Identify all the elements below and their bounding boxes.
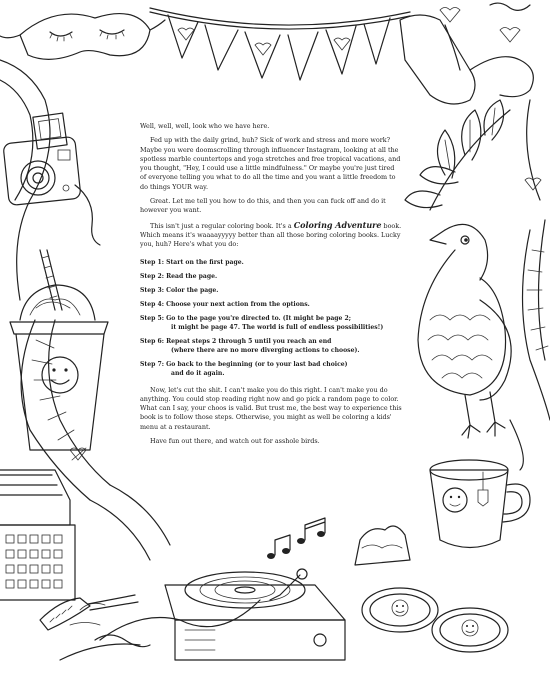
slippers-illustration bbox=[362, 588, 508, 652]
heart-icon bbox=[525, 178, 541, 190]
leaves-illustration bbox=[405, 100, 540, 210]
step-item: Step 5: Go to the page you're directed to. (It might be page 2; it might be page 47. The world is full of endless possibilities!) bbox=[140, 314, 384, 331]
step-item: Step 2: Read the page. bbox=[140, 272, 218, 280]
bird-illustration bbox=[418, 224, 511, 438]
brand-name: Coloring Adventure bbox=[293, 219, 382, 230]
step-item: Step 6: Repeat steps 2 through 5 until you reach an end (where there are no more diverging actions to choose). bbox=[140, 337, 360, 354]
hand-illustration bbox=[400, 3, 533, 104]
step-item: Step 3: Color the page. bbox=[140, 286, 219, 294]
instant-camera-illustration bbox=[3, 113, 100, 245]
paragraph-4: Now, let's cut the shit. I can't make you do this right. I can't make you do anything. You could stop reading right now and go pick a random page to color. What can I say, your choos is valid. But trust me, the best way to experience this book is to follow those steps. Otherwise, you might as well be coloring a kids' menu at a restaurant. bbox=[140, 385, 402, 431]
mug-illustration bbox=[430, 460, 530, 548]
record-player-illustration bbox=[165, 569, 345, 660]
intro-text bbox=[140, 122, 402, 451]
step-item: Step 1: Start on the first page. bbox=[140, 258, 244, 266]
step-item: Step 7: Go back to the beginning (or to your last bad choice) and do it again. bbox=[140, 360, 348, 377]
music-notes-illustration bbox=[267, 518, 325, 559]
paintbrush-illustration bbox=[40, 595, 150, 647]
ribbon-right bbox=[510, 220, 550, 470]
bunting-illustration bbox=[150, 8, 460, 81]
greeting: Well, well, well, look who we have here. bbox=[140, 122, 270, 130]
paragraph-5: Have fun out there, and watch out for asshole birds. bbox=[150, 437, 320, 446]
basket-illustration bbox=[0, 470, 75, 600]
sleep-mask-illustration bbox=[0, 14, 165, 60]
paragraph-2: Great. Let me tell you how to do this, and then you can fuck off and do it however you want. bbox=[140, 197, 386, 215]
paragraph-3: This isn't just a regular coloring book. It's a Coloring Adventure book. Which means it's waaaayyyyy better than all those boring coloring books. Lucky you, huh? Here's what you do: bbox=[140, 219, 402, 249]
steps-list bbox=[140, 258, 402, 378]
step-item: Step 4: Choose your next action from the options. bbox=[140, 300, 310, 308]
paragraph-1: Fed up with the daily grind, huh? Sick of work and stress and more work? Maybe you were doomscrolling through influencer Instagram, looking at all the spotless marble countertops and yoga stretches and free tropical vacations, and you thought, "Hey, I could use a little mindfulness." Or maybe you're just tired of everyone telling you what to do all the time and you want a little freedom to do things YOUR way. bbox=[140, 136, 401, 191]
pie-illustration bbox=[355, 526, 410, 565]
